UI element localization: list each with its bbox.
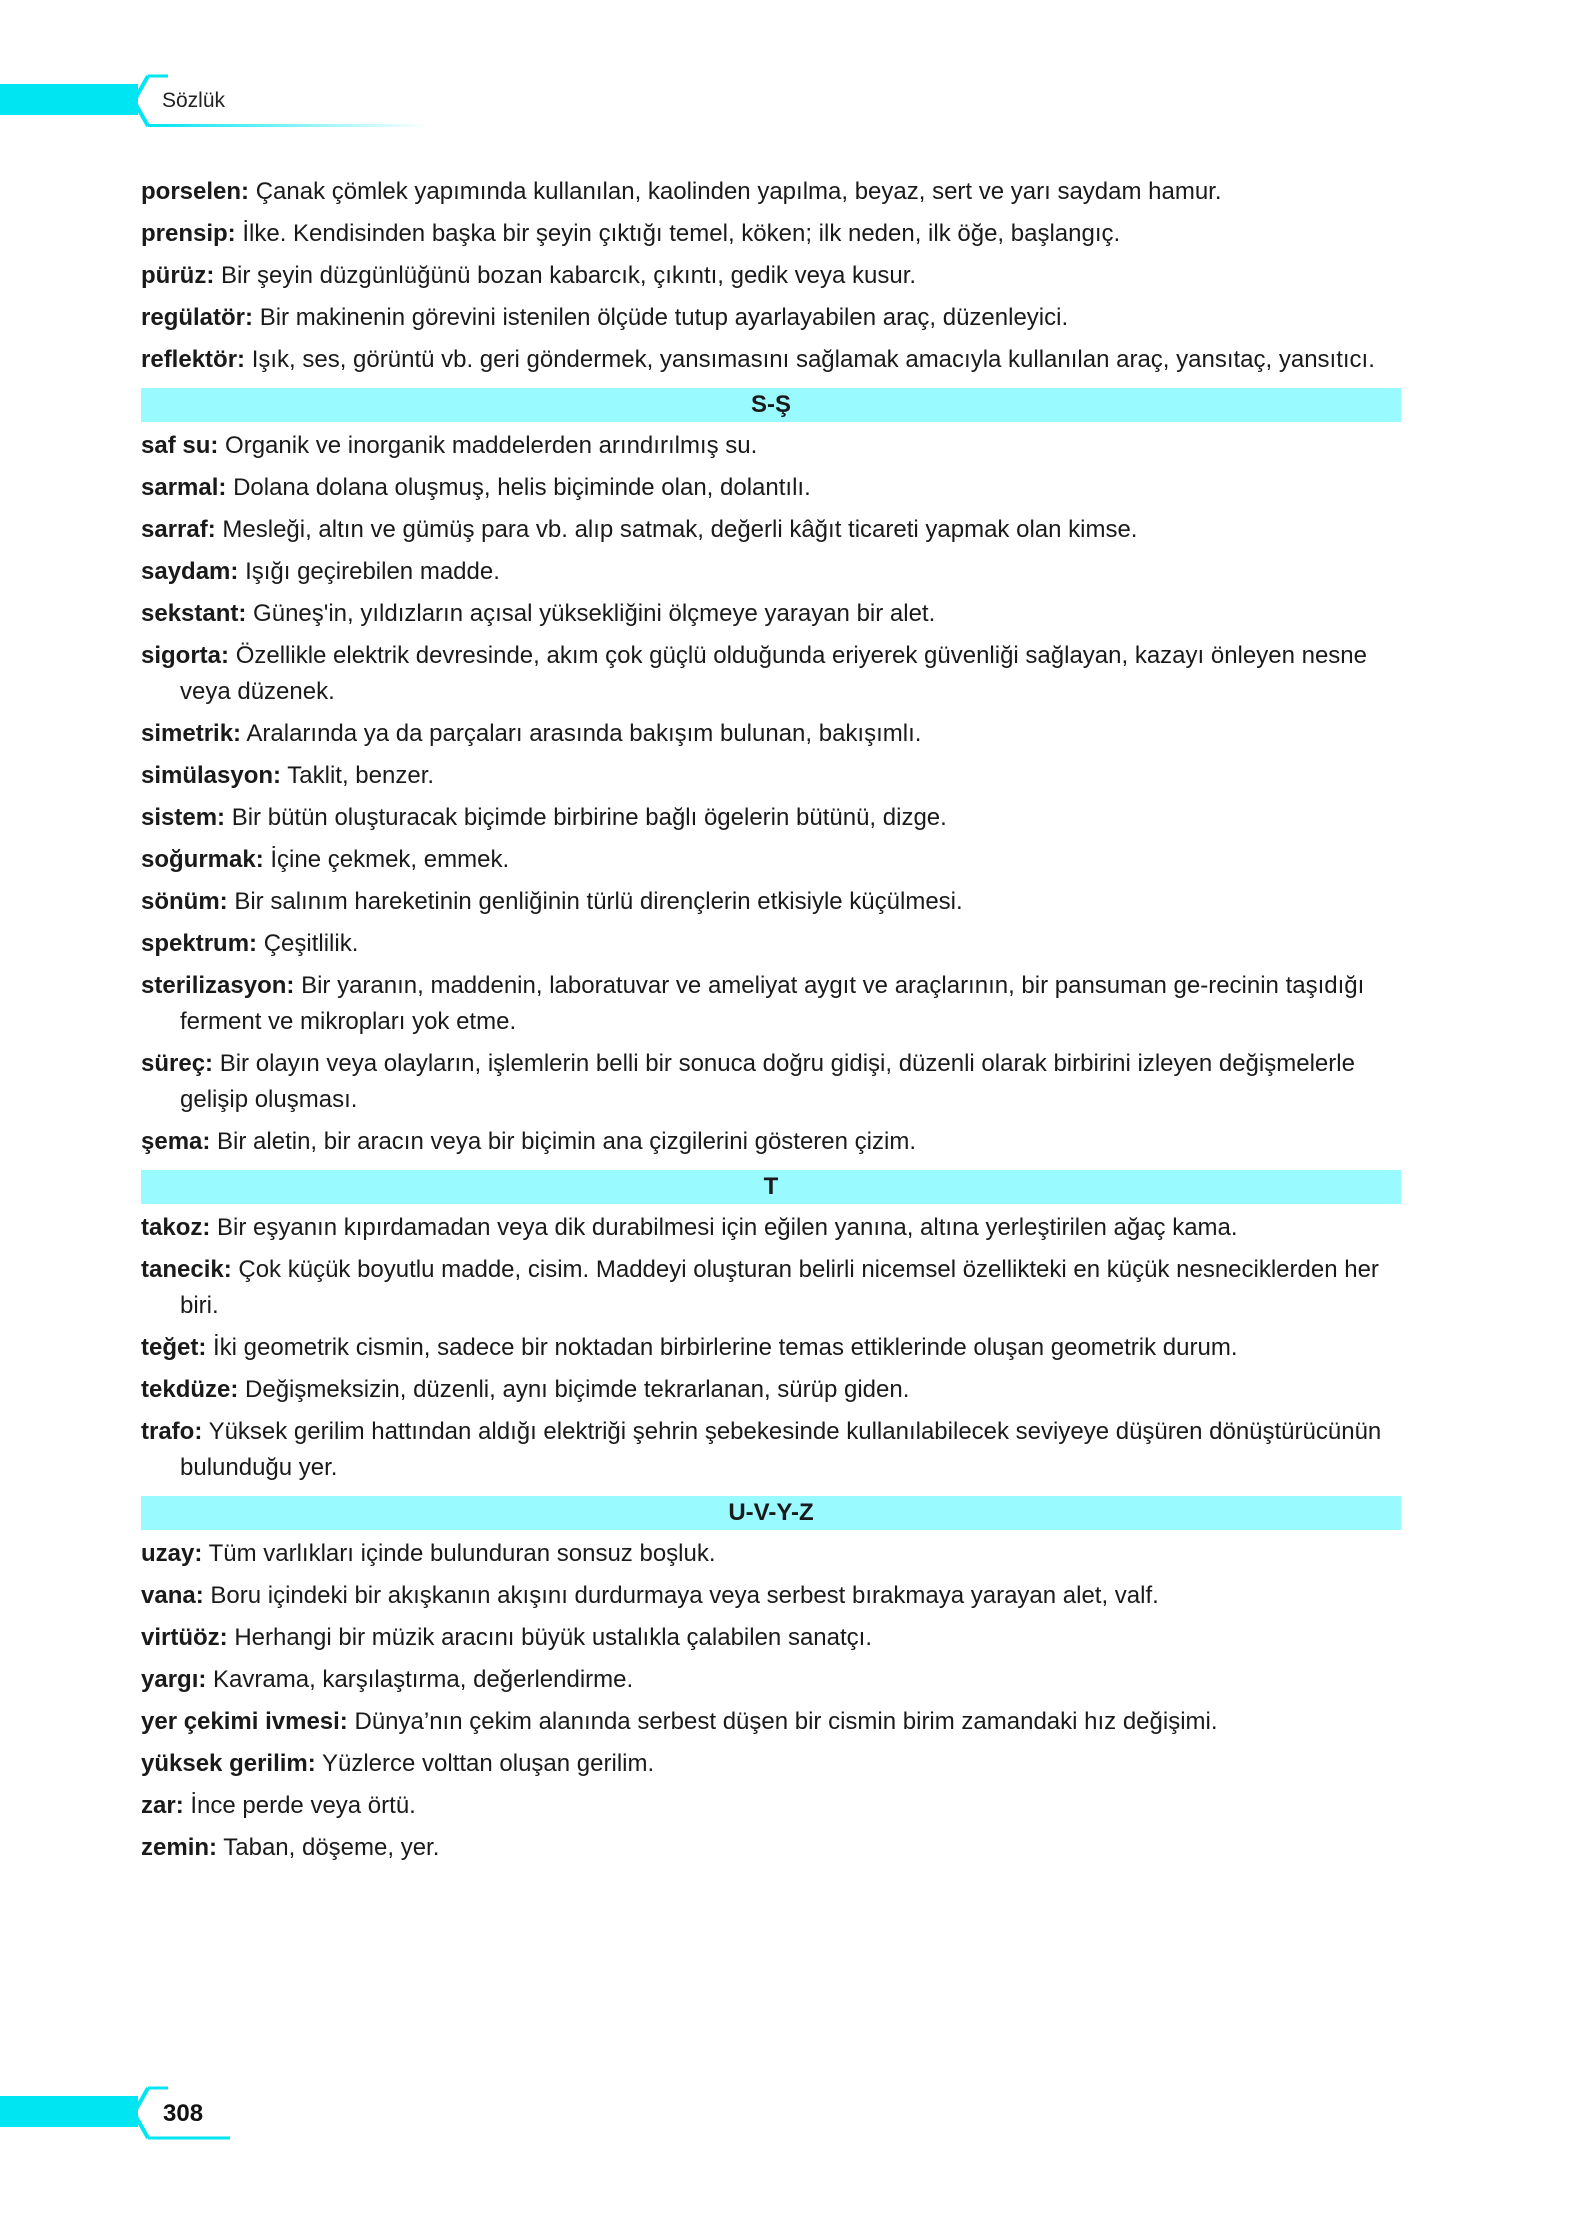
glossary-entry bbox=[141, 1620, 1401, 1656]
entry-term: yüksek gerilim: bbox=[141, 1750, 316, 1777]
entry-definition: İçine çekmek, emmek. bbox=[270, 846, 510, 873]
glossary-entry bbox=[141, 1536, 1401, 1572]
glossary-entry bbox=[141, 512, 1401, 548]
page-title: Sözlük bbox=[162, 89, 226, 112]
glossary-entry bbox=[141, 884, 1401, 920]
entry-definition: Bir bütün oluşturacak biçimde birbirine bağlı ögelerin bütünü, dizge. bbox=[231, 804, 947, 831]
glossary-entry bbox=[141, 1330, 1401, 1366]
glossary-entry bbox=[141, 554, 1401, 590]
entry-term: trafo: bbox=[141, 1418, 203, 1445]
entry-definition: Aralarında ya da parçaları arasında bakışım bulunan, bakışımlı. bbox=[246, 720, 922, 747]
entry-definition: Işığı geçirebilen madde. bbox=[245, 558, 500, 585]
entry-definition: Yüksek gerilim hattından aldığı elektriği şehrin şebekesinde kullanılabilecek seviyeye düşüren dönüştürücünün bulunduğu yer. bbox=[180, 1418, 1382, 1481]
entry-term: sarraf: bbox=[141, 516, 216, 543]
glossary-entry bbox=[141, 470, 1401, 506]
glossary-entry bbox=[141, 1704, 1401, 1740]
footer-accent-bar bbox=[0, 2096, 138, 2127]
glossary-entry bbox=[141, 968, 1401, 1040]
entry-term: sönüm: bbox=[141, 888, 228, 915]
entry-definition: Taban, döşeme, yer. bbox=[223, 1834, 440, 1861]
entry-term: prensip: bbox=[141, 220, 236, 247]
glossary-content bbox=[141, 174, 1401, 1872]
entry-term: regülatör: bbox=[141, 304, 254, 331]
entry-definition: Değişmeksizin, düzenli, aynı biçimde tekrarlanan, sürüp giden. bbox=[245, 1376, 910, 1403]
entry-term: tekdüze: bbox=[141, 1376, 239, 1403]
entry-term: süreç: bbox=[141, 1050, 214, 1077]
entry-term: soğurmak: bbox=[141, 846, 264, 873]
glossary-entry bbox=[141, 716, 1401, 752]
entry-term: sarmal: bbox=[141, 474, 227, 501]
glossary-entry bbox=[141, 1252, 1401, 1324]
section-heading: S-Ş bbox=[141, 388, 1401, 422]
glossary-entry bbox=[141, 1124, 1401, 1160]
entry-definition: Bir şeyin düzgünlüğünü bozan kabarcık, çıkıntı, gedik veya kusur. bbox=[220, 262, 917, 289]
entry-definition: İnce perde veya örtü. bbox=[190, 1792, 416, 1819]
entry-definition: Boru içindeki bir akışkanın akışını durdurmaya veya serbest bırakmaya yarayan alet, valf. bbox=[210, 1582, 1159, 1609]
glossary-entry bbox=[141, 926, 1401, 962]
entry-term: saydam: bbox=[141, 558, 239, 585]
glossary-entry bbox=[141, 1662, 1401, 1698]
entry-definition: Güneş'in, yıldızların açısal yüksekliğini ölçmeye yarayan bir alet. bbox=[253, 600, 936, 627]
entry-term: spektrum: bbox=[141, 930, 258, 957]
entry-definition: Bir makinenin görevini istenilen ölçüde tutup ayarlayabilen araç, düzenleyici. bbox=[259, 304, 1069, 331]
entry-term: simülasyon: bbox=[141, 762, 282, 789]
entry-definition: Yüzlerce volttan oluşan gerilim. bbox=[321, 1750, 655, 1777]
glossary-entry bbox=[141, 1830, 1401, 1866]
section-heading: T bbox=[141, 1170, 1401, 1204]
glossary-entry bbox=[141, 1746, 1401, 1782]
glossary-entry bbox=[141, 1414, 1401, 1486]
entry-term: simetrik: bbox=[141, 720, 242, 747]
entry-definition: Işık, ses, görüntü vb. geri göndermek, yansımasını sağlamak amacıyla kullanılan araç, yansıtaç, yansıtıcı. bbox=[251, 346, 1375, 373]
glossary-entry bbox=[141, 596, 1401, 632]
entry-term: vana: bbox=[141, 1582, 204, 1609]
entry-definition: Bir aletin, bir aracın veya bir biçimin ana çizgilerini gösteren çizim. bbox=[217, 1128, 916, 1155]
entry-definition: İki geometrik cismin, sadece bir noktadan birbirlerine temas ettiklerinde oluşan geometrik durum. bbox=[213, 1334, 1238, 1361]
entry-definition: Mesleği, altın ve gümüş para vb. alıp satmak, değerli kâğıt ticareti yapmak olan kimse. bbox=[222, 516, 1138, 543]
entry-definition: Taklit, benzer. bbox=[287, 762, 435, 789]
glossary-entry bbox=[141, 258, 1401, 294]
glossary-entry bbox=[141, 842, 1401, 878]
entry-term: teğet: bbox=[141, 1334, 207, 1361]
glossary-entry bbox=[141, 1578, 1401, 1614]
entry-term: reflektör: bbox=[141, 346, 246, 373]
glossary-entry bbox=[141, 1210, 1401, 1246]
glossary-entry bbox=[141, 1372, 1401, 1408]
entry-term: zemin: bbox=[141, 1834, 218, 1861]
entry-definition: Bir yaranın, maddenin, laboratuvar ve ameliyat aygıt ve araçlarının, bir pansuman ge-recinin taşıdığı ferment ve mikropları yok etme. bbox=[180, 972, 1365, 1035]
entry-term: sekstant: bbox=[141, 600, 247, 627]
page-number: 308 bbox=[163, 2100, 204, 2127]
glossary-entry bbox=[141, 216, 1401, 252]
glossary-entry bbox=[141, 428, 1401, 464]
entry-definition: Çeşitlilik. bbox=[263, 930, 359, 957]
entry-term: takoz: bbox=[141, 1214, 211, 1241]
entry-term: zar: bbox=[141, 1792, 184, 1819]
entry-term: sterilizasyon: bbox=[141, 972, 295, 999]
entry-definition: Bir olayın veya olayların, işlemlerin belli bir sonuca doğru gidişi, düzenli olarak birbirini izleyen değişmelerle gelişip oluşması. bbox=[180, 1050, 1355, 1113]
entry-term: yargı: bbox=[141, 1666, 207, 1693]
glossary-entry bbox=[141, 638, 1401, 710]
entry-definition: İlke. Kendisinden başka bir şeyin çıktığı temel, köken; ilk neden, ilk öğe, başlangıç. bbox=[242, 220, 1121, 247]
entry-term: sistem: bbox=[141, 804, 226, 831]
entry-definition: Herhangi bir müzik aracını büyük ustalıkla çalabilen sanatçı. bbox=[234, 1624, 872, 1651]
entry-definition: Bir salınım hareketinin genliğinin türlü dirençlerin etkisiyle küçülmesi. bbox=[234, 888, 963, 915]
entry-term: pürüz: bbox=[141, 262, 215, 289]
entry-definition: Dünya’nın çekim alanında serbest düşen bir cismin birim zamandaki hız değişimi. bbox=[354, 1708, 1218, 1735]
entry-definition: Dolana dolana oluşmuş, helis biçiminde olan, dolantılı. bbox=[233, 474, 811, 501]
entry-term: saf su: bbox=[141, 432, 219, 459]
entry-term: uzay: bbox=[141, 1540, 203, 1567]
glossary-entry bbox=[141, 1046, 1401, 1118]
entry-definition: Organik ve inorganik maddelerden arındırılmış su. bbox=[225, 432, 758, 459]
section-heading: U-V-Y-Z bbox=[141, 1496, 1401, 1530]
entry-definition: Çanak çömlek yapımında kullanılan, kaolinden yapılma, beyaz, sert ve yarı saydam hamur. bbox=[255, 178, 1222, 205]
entry-definition: Çok küçük boyutlu madde, cisim. Maddeyi oluşturan belirli nicemsel özellikteki en küçük nesneciklerden her biri. bbox=[180, 1256, 1379, 1319]
entry-definition: Bir eşyanın kıpırdamadan veya dik durabilmesi için eğilen yanına, altına yerleştirilen ağaç kama. bbox=[217, 1214, 1238, 1241]
glossary-entry bbox=[141, 1788, 1401, 1824]
entry-term: şema: bbox=[141, 1128, 211, 1155]
glossary-entry bbox=[141, 174, 1401, 210]
entry-term: porselen: bbox=[141, 178, 250, 205]
entry-term: yer çekimi ivmesi: bbox=[141, 1708, 348, 1735]
entry-definition: Tüm varlıkları içinde bulunduran sonsuz boşluk. bbox=[208, 1540, 716, 1567]
entry-definition: Özellikle elektrik devresinde, akım çok güçlü olduğunda eriyerek güvenliği sağlayan, kazayı önleyen nesne veya düzenek. bbox=[180, 642, 1367, 705]
glossary-entry bbox=[141, 800, 1401, 836]
entry-definition: Kavrama, karşılaştırma, değerlendirme. bbox=[213, 1666, 634, 1693]
entry-term: tanecik: bbox=[141, 1256, 232, 1283]
glossary-entry bbox=[141, 300, 1401, 336]
header-accent-bar bbox=[0, 84, 138, 115]
glossary-entry bbox=[141, 758, 1401, 794]
entry-term: sigorta: bbox=[141, 642, 230, 669]
entry-term: virtüöz: bbox=[141, 1624, 228, 1651]
glossary-entry bbox=[141, 342, 1401, 378]
